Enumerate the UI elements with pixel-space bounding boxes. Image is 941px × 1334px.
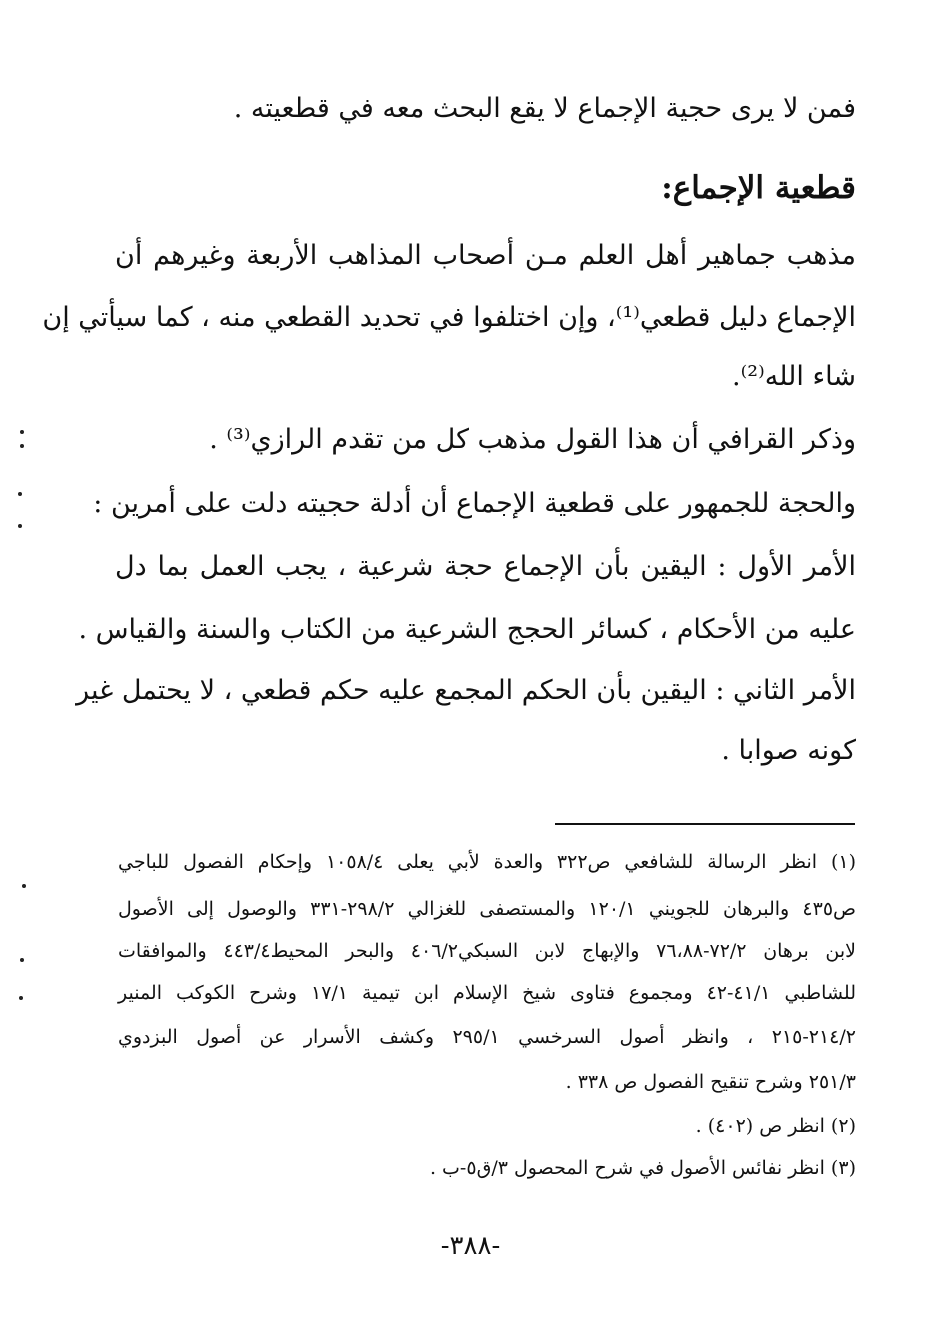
margin-speck: [19, 996, 23, 1000]
footnote-1-line-3: لابن برهان ٧٢/٢-٧٦،٨٨ والإبهاج لابن السبكي٤٠٦/٢ والبحر المحيط٤٤٣/٤ والموافقات: [118, 940, 856, 962]
footnote-1-line-6: ٢٥١/٣ وشرح تنقيح الفصول ص ٣٣٨ .: [565, 1071, 856, 1093]
footnote-2: (٢) انظر ص (٤٠٢) .: [695, 1115, 856, 1137]
body-line-10: كونه صوابا .: [721, 735, 856, 766]
body-line-7: الأمر الأول : اليقين بأن الإجماع حجة شرعية ، يجب العمل بما دل: [115, 551, 856, 582]
margin-speck: [18, 524, 22, 528]
footnote-1-line-1: (١) انظر الرسالة للشافعي ص٣٢٢ والعدة لأبي يعلى ١٠٥٨/٤ وإحكام الفصول للباجي: [118, 851, 856, 873]
body-line-4: شاء الله⁽²⁾.: [732, 361, 856, 392]
body-line-6: والحجة للجمهور على قطعية الإجماع أن أدلة حجيته دلت على أمرين :: [93, 488, 856, 519]
body-line-8: عليه من الأحكام ، كسائر الحجج الشرعية من الكتاب والسنة والقياس .: [78, 614, 856, 645]
footnote-separator: [555, 823, 855, 825]
footnote-1-line-4: للشاطبي ٤١/١-٤٢ ومجموع فتاوى شيخ الإسلام ابن تيمية ١٧/١ وشرح الكوكب المنير: [118, 982, 856, 1004]
body-line-1: فمن لا يرى حجية الإجماع لا يقع البحث معه في قطعيته .: [233, 93, 856, 124]
margin-speck: [20, 444, 24, 448]
body-line-5: وذكر القرافي أن هذا القول مذهب كل من تقدم الرازي⁽³⁾ .: [209, 424, 856, 455]
footnote-1-line-2: ص٤٣٥ والبرهان للجويني ١٢٠/١ والمستصفى للغزالي ٢٩٨/٢-٣٣١ والوصول إلى الأصول: [118, 898, 857, 920]
section-heading: قطعية الإجماع:: [661, 170, 856, 206]
body-line-2: مذهب جماهير أهل العلم مـن أصحاب المذاهب الأربعة وغيرهم أن: [115, 240, 856, 271]
body-line-3: الإجماع دليل قطعي⁽¹⁾، وإن اختلفوا في تحديد القطعي منه ، كما سيأتي إن: [42, 302, 856, 333]
footnote-3: (٣) انظر نفائس الأصول في شرح المحصول ٣/ق٥-ب .: [429, 1157, 856, 1179]
footnote-1-line-5: ٢١٤/٢-٢١٥ ، وانظر أصول السرخسي ٢٩٥/١ وكشف الأسرار عن أصول البزدوي: [118, 1026, 856, 1048]
margin-speck: [20, 958, 24, 962]
margin-speck: [18, 492, 22, 496]
margin-speck: [20, 430, 24, 434]
margin-speck: [22, 884, 26, 888]
page-number: -٣٨٨-: [440, 1231, 501, 1261]
body-line-9: الأمر الثاني : اليقين بأن الحكم المجمع عليه حكم قطعي ، لا يحتمل غير: [76, 675, 856, 706]
